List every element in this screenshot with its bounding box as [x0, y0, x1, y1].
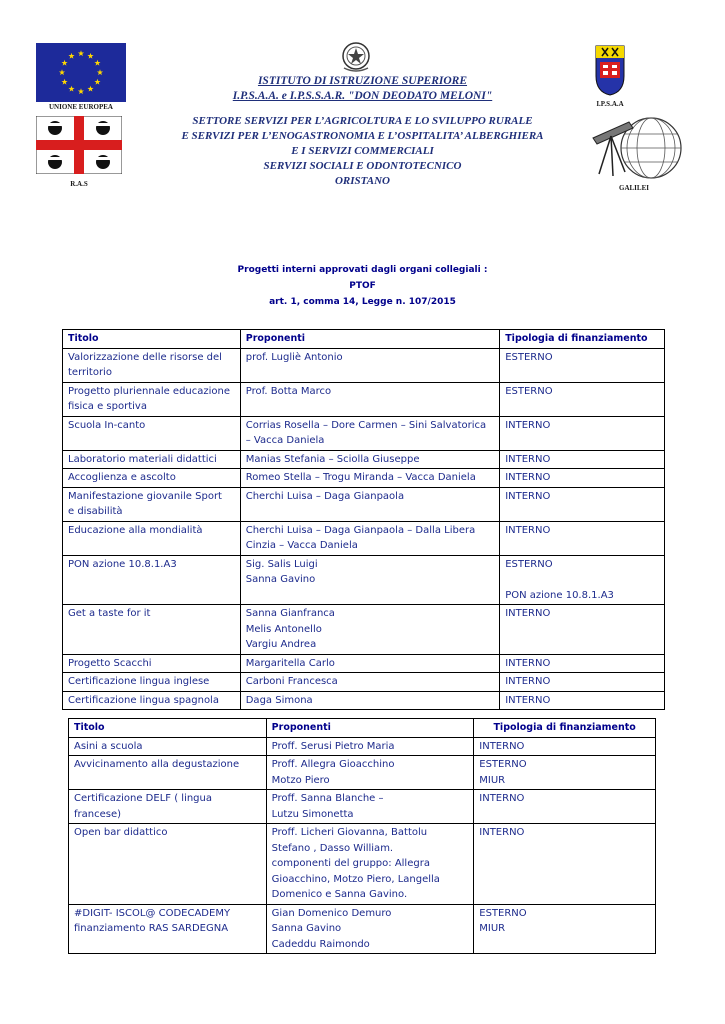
cell-text: Vargiu Andrea [245, 639, 317, 650]
cell-text: MIUR [479, 774, 506, 786]
cell-tipo [474, 737, 656, 756]
cell-text: Manifestazione giovanile Sport [68, 490, 222, 502]
table-row [69, 790, 656, 824]
cell-text: PON azione 10.8.1.A3 [505, 589, 614, 601]
cell-text: – Vacca Daniela [245, 435, 325, 446]
cell-titolo [63, 348, 241, 382]
cell-tipo [500, 382, 665, 416]
cell-proponenti [240, 487, 499, 521]
cell-titolo [69, 824, 267, 905]
document-title [0, 262, 725, 310]
cell-proponenti [240, 348, 499, 382]
cell-tipo [474, 904, 656, 954]
cell-text: ESTERNO [505, 385, 553, 397]
cell-text: INTERNO [505, 694, 551, 706]
title-line-3: art. 1, comma 14, Legge n. 107/2015 [269, 297, 456, 307]
italian-republic-emblem [340, 40, 372, 74]
cell-text: Proff. Serusi Pietro Maria [271, 740, 395, 752]
cell-titolo [63, 450, 241, 469]
cell-text: #DIGIT- ISCOL@ CODECADEMY [74, 907, 231, 919]
cell-text: Romeo Stella – Trogu Miranda – Vacca Daniela [245, 472, 476, 483]
table-row [63, 416, 665, 450]
cell-text: INTERNO [505, 657, 551, 669]
cell-text: INTERNO [505, 524, 551, 536]
cell-tipo [500, 691, 665, 710]
cell-text: Prof. Botta Marco [245, 385, 332, 397]
header-tipologia: Tipologia di finanziamento [500, 330, 665, 349]
cell-text: Domenico e Sanna Gavino. [271, 889, 408, 900]
cell-text: INTERNO [505, 490, 551, 502]
cell-titolo [63, 416, 241, 450]
cell-text: Stefano , Dasso William. [271, 842, 394, 854]
galilei-telescope-globe-logo [583, 114, 688, 182]
eu-label: UNIONE EUROPEA [49, 103, 113, 111]
cell-text: Motzo Piero [271, 774, 330, 786]
cell-text: Cherchi Luisa – Daga Gianpaola [245, 490, 405, 502]
cell-tipo [474, 790, 656, 824]
cell-titolo [63, 654, 241, 673]
header-line-3: SETTORE SERVIZI PER L’AGRICOLTURA E LO SVILUPPO RURALE [192, 115, 533, 127]
cell-proponenti [240, 555, 499, 605]
cell-text: ESTERNO [505, 558, 553, 570]
cell-spacer [505, 572, 659, 588]
table-header-row [63, 330, 665, 349]
cell-titolo [63, 469, 241, 488]
institution-header [140, 74, 585, 189]
ras-flag-logo [36, 116, 122, 174]
cell-tipo [500, 450, 665, 469]
header-titolo: Titolo [63, 330, 241, 349]
cell-text: INTERNO [479, 793, 525, 804]
cell-tipo [500, 469, 665, 488]
cell-proponenti [240, 469, 499, 488]
table-row [63, 450, 665, 469]
cell-text: Manias Stefania – Sciolla Giuseppe [245, 453, 420, 465]
cell-proponenti [266, 824, 474, 905]
cell-text: INTERNO [505, 453, 551, 465]
table-row [63, 382, 665, 416]
cell-text: Melis Antonello [245, 623, 322, 635]
cell-titolo [69, 904, 267, 954]
cell-titolo [69, 737, 267, 756]
projects-table-2 [68, 718, 656, 954]
cell-proponenti [240, 450, 499, 469]
header-line-4: E SERVIZI PER L’ENOGASTRONOMIA E L’OSPITALITA’ ALBERGHIERA [181, 130, 544, 142]
ipsaa-label: I.P.S.A.A [596, 100, 624, 108]
cell-proponenti [240, 382, 499, 416]
cell-text: Certificazione lingua inglese [68, 676, 210, 687]
cell-text: MIUR [479, 923, 506, 934]
cell-text: prof. Lugliè Antonio [245, 351, 343, 363]
cell-proponenti [266, 756, 474, 790]
cell-tipo [500, 605, 665, 655]
cell-proponenti [266, 737, 474, 756]
table-row [69, 737, 656, 756]
cell-tipo [500, 416, 665, 450]
cell-text: francese) [74, 808, 122, 820]
cell-text: INTERNO [505, 676, 551, 687]
cell-tipo [500, 348, 665, 382]
table-row [69, 824, 656, 905]
cell-titolo [69, 756, 267, 790]
cell-text: Open bar didattico [74, 827, 168, 838]
eu-flag-logo [36, 43, 126, 102]
cell-text: Gioacchino, Motzo Piero, Langella [271, 873, 440, 885]
cell-titolo [63, 382, 241, 416]
galilei-label: GALILEI [619, 184, 649, 192]
cell-titolo [69, 790, 267, 824]
cell-proponenti [266, 790, 474, 824]
cell-text: Sanna Gavino [271, 923, 342, 934]
cell-proponenti [240, 521, 499, 555]
cell-text: e disabilità [68, 506, 123, 517]
cell-text: Cinzia – Vacca Daniela [245, 540, 358, 551]
cell-text: Sig. Salis Luigi [245, 558, 318, 570]
cell-tipo [500, 555, 665, 605]
cell-tipo [474, 824, 656, 905]
header-line-7: ORISTANO [334, 175, 391, 187]
cell-text: Certificazione lingua spagnola [68, 694, 219, 706]
cell-text: Laboratorio materiali didattici [68, 453, 217, 465]
cell-text: Sanna Gianfranca [245, 608, 335, 619]
cell-text: Daga Simona [245, 694, 313, 706]
header-line-2: I.P.S.A.A. e I.P.S.S.A.R. "DON DEODATO MELONI" [232, 90, 493, 102]
cell-proponenti [240, 654, 499, 673]
cell-text: Sanna Gavino [245, 574, 316, 585]
cell-titolo [63, 555, 241, 605]
cell-text: Proff. Licheri Giovanna, Battolu [271, 827, 428, 838]
cell-titolo [63, 605, 241, 655]
cell-text: Corrias Rosella – Dore Carmen – Sini Salvatorica [245, 419, 487, 431]
cell-titolo [63, 487, 241, 521]
cell-text: componenti del gruppo: Allegra [271, 858, 430, 869]
cell-proponenti [240, 416, 499, 450]
cell-text: Cadeddu Raimondo [271, 938, 370, 950]
cell-tipo [500, 673, 665, 692]
header-line-6: SERVIZI SOCIALI E ODONTOTECNICO [263, 160, 462, 172]
cell-text: ESTERNO [479, 759, 527, 770]
cell-text: Educazione alla mondialità [68, 524, 203, 536]
table-row [63, 487, 665, 521]
cell-text: Scuola In-canto [68, 419, 146, 431]
cell-text: Carboni Francesca [245, 676, 338, 687]
cell-text: Lutzu Simonetta [271, 808, 354, 820]
cell-text: Proff. Allegra Gioacchino [271, 759, 395, 770]
cell-titolo [63, 691, 241, 710]
cell-text: Valorizzazione delle risorse del [68, 351, 222, 363]
title-line-2: PTOF [349, 281, 376, 291]
table-row [63, 555, 665, 605]
cell-proponenti [266, 904, 474, 954]
cell-text: ESTERNO [505, 351, 553, 363]
cell-tipo [500, 521, 665, 555]
cell-text: INTERNO [479, 827, 525, 838]
cell-text: Get a taste for it [68, 608, 151, 619]
ras-label: R.A.S [70, 180, 88, 188]
cell-tipo [474, 756, 656, 790]
table-row [63, 521, 665, 555]
table-row [69, 904, 656, 954]
table-row [63, 691, 665, 710]
cell-titolo [63, 521, 241, 555]
cell-text: INTERNO [505, 608, 551, 619]
cell-text: Margaritella Carlo [245, 657, 335, 669]
table-row [63, 673, 665, 692]
table-row [69, 756, 656, 790]
header-proponenti: Proponenti [240, 330, 499, 349]
cell-proponenti [240, 605, 499, 655]
cell-text: fisica e sportiva [68, 401, 147, 412]
cell-text: territorio [68, 367, 112, 378]
table-row [63, 348, 665, 382]
cell-tipo [500, 487, 665, 521]
cell-text: INTERNO [479, 740, 525, 752]
cell-text: Gian Domenico Demuro [271, 907, 392, 919]
header-line-5: E I SERVIZI COMMERCIALI [291, 145, 434, 157]
cell-text: Certificazione DELF ( lingua [74, 793, 212, 804]
table-header-row [69, 719, 656, 738]
cell-text: INTERNO [505, 419, 551, 431]
title-line-1: Progetti interni approvati dagli organi collegiali : [237, 265, 488, 275]
cell-tipo [500, 654, 665, 673]
ipsaa-shield-logo [594, 44, 626, 96]
header-tipologia: Tipologia di finanziamento [474, 719, 656, 738]
cell-proponenti [240, 673, 499, 692]
table-row [63, 654, 665, 673]
header-titolo: Titolo [69, 719, 267, 738]
cell-text: Accoglienza e ascolto [68, 472, 176, 483]
cell-text: Progetto Scacchi [68, 657, 152, 669]
cell-proponenti [240, 691, 499, 710]
table-row [63, 469, 665, 488]
cell-text: Asini a scuola [74, 740, 143, 752]
cell-text: Proff. Sanna Blanche – [271, 793, 384, 804]
cell-text: Cherchi Luisa – Daga Gianpaola – Dalla Libera [245, 524, 476, 536]
cell-titolo [63, 673, 241, 692]
cell-text: PON azione 10.8.1.A3 [68, 558, 177, 570]
cell-text: ESTERNO [479, 907, 527, 919]
header-line-1: ISTITUTO DI ISTRUZIONE SUPERIORE [257, 75, 468, 87]
cell-text: finanziamento RAS SARDEGNA [74, 923, 229, 934]
table-row [63, 605, 665, 655]
header-proponenti: Proponenti [266, 719, 474, 738]
cell-text: INTERNO [505, 472, 551, 483]
cell-text: Progetto pluriennale educazione [68, 385, 231, 397]
cell-text: Avvicinamento alla degustazione [74, 759, 240, 770]
projects-table-1 [62, 329, 665, 710]
